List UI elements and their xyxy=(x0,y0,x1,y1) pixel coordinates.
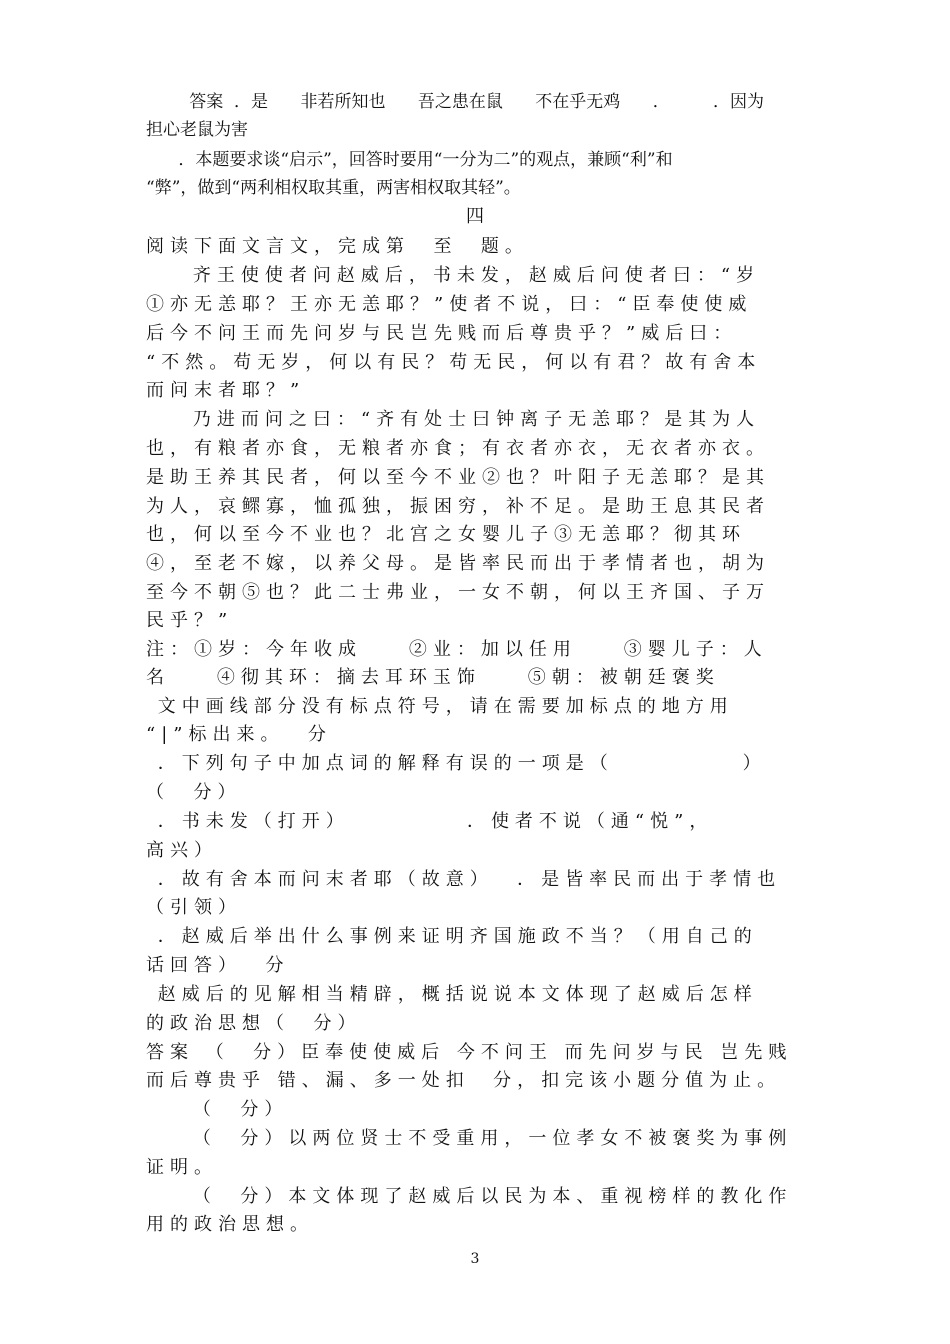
question-2: ．下列句子中加点词的解释有误的一项是（ ） xyxy=(146,753,767,774)
question-2-options: 高兴） xyxy=(146,840,218,861)
question-2-options: （引领） xyxy=(146,897,242,918)
question-2-options: ．故有舍本而问末者耶（故意） ．是皆率民而出于孝情也 xyxy=(146,869,782,890)
passage-line: 是助王养其民者，何以至今不业②也？叶阳子无恙耶？是其 xyxy=(146,467,770,488)
answer-line: （ 分）本文体现了赵威后以民为本、重视榜样的教化作 xyxy=(146,1186,793,1207)
passage-line: 也，有粮者亦食，无粮者亦食；有衣者亦衣，无衣者亦衣。 xyxy=(146,438,770,459)
passage-line: ①亦无恙耶？王亦无恙耶？”使者不说，曰：“臣奉使使威 xyxy=(146,294,753,315)
instruction: 阅读下面文言文，完成第 至 题。 xyxy=(146,236,529,257)
passage-line: 也，何以至今不业也？北宫之女婴儿子③无恙耶？彻其环 xyxy=(146,524,746,545)
question-4-cont: 的政治思想（ 分） xyxy=(146,1013,362,1034)
passage-line: 齐王使使者问赵威后，书未发，赵威后问使者曰：“岁 xyxy=(146,265,761,286)
answer-line-3: ．本题要求谈“启示”，回答时要用“一分为二”的观点，兼顾“利”和 xyxy=(146,150,673,170)
answer-line: 而后尊贵乎 错、漏、多一处扣 分，扣完该小题分值为止。 xyxy=(146,1070,782,1091)
question-2-cont: （ 分） xyxy=(146,782,242,803)
passage-line: 至今不朝⑤也？此二士弗业，一女不朝，何以王齐国、子万 xyxy=(146,582,770,603)
answer-line: 用的政治思想。 xyxy=(146,1214,314,1235)
question-1-cont: “|”标出来。 分 xyxy=(146,724,332,745)
question-2-options: ．书未发（打开） ．使者不说（通“悦”， xyxy=(146,811,714,832)
passage-line: 后今不问王而先问岁与民岂先贱而后尊贵乎？”威后曰： xyxy=(146,323,738,344)
passage-line: “不然。苟无岁，何以有民？苟无民，何以有君？故有舍本 xyxy=(146,352,762,373)
answer-line: （ 分）以两位贤士不受重用，一位孝女不被褒奖为事例 xyxy=(146,1128,793,1149)
answer-line: （ 分） xyxy=(146,1099,289,1120)
question-3: ．赵威后举出什么事例来证明齐国施政不当？（用自己的 xyxy=(146,926,758,947)
passage-line: 为人，哀鳏寡，恤孤独，振困穷，补不足。是助王息其民者 xyxy=(146,496,770,517)
notes-line: 名 ④彻其环：摘去耳环玉饰 ⑤朝：被朝廷褒奖 xyxy=(146,667,720,688)
notes-line: 注：①岁：今年收成 ②业：加以任用 ③婴儿子：人 xyxy=(146,639,768,660)
answer-line: 答案 （ 分）臣奉使使威后 今不问王 而先问岁与民 岂先贱 xyxy=(146,1042,793,1063)
question-1: 文中画线部分没有标点符号，请在需要加标点的地方用 xyxy=(146,696,734,717)
answer-line: 证明。 xyxy=(146,1157,218,1178)
section-title: 四 xyxy=(466,206,484,227)
page-number: 3 xyxy=(470,1251,480,1267)
answer-line-1: 答案 ．是 非若所知也 吾之患在鼠 不在乎无鸡 ． ．因为 xyxy=(146,92,764,112)
passage-line: 而问末者耶？” xyxy=(146,380,306,401)
passage-line: 民乎？” xyxy=(146,610,234,631)
question-3-cont: 话回答） 分 xyxy=(146,955,290,976)
answer-line-2: 担心老鼠为害 xyxy=(146,120,248,140)
passage-line: 乃进而问之曰：“齐有处士曰钟离子无恙耶？是其为人 xyxy=(146,409,761,430)
question-4: 赵威后的见解相当精辟，概括说说本文体现了赵威后怎样 xyxy=(146,984,758,1005)
passage-line: ④，至老不嫁，以养父母。是皆率民而出于孝情者也，胡为 xyxy=(146,553,770,574)
answer-line-4: “弊”，做到“两利相权取其重，两害相权取其轻”。 xyxy=(146,178,521,198)
